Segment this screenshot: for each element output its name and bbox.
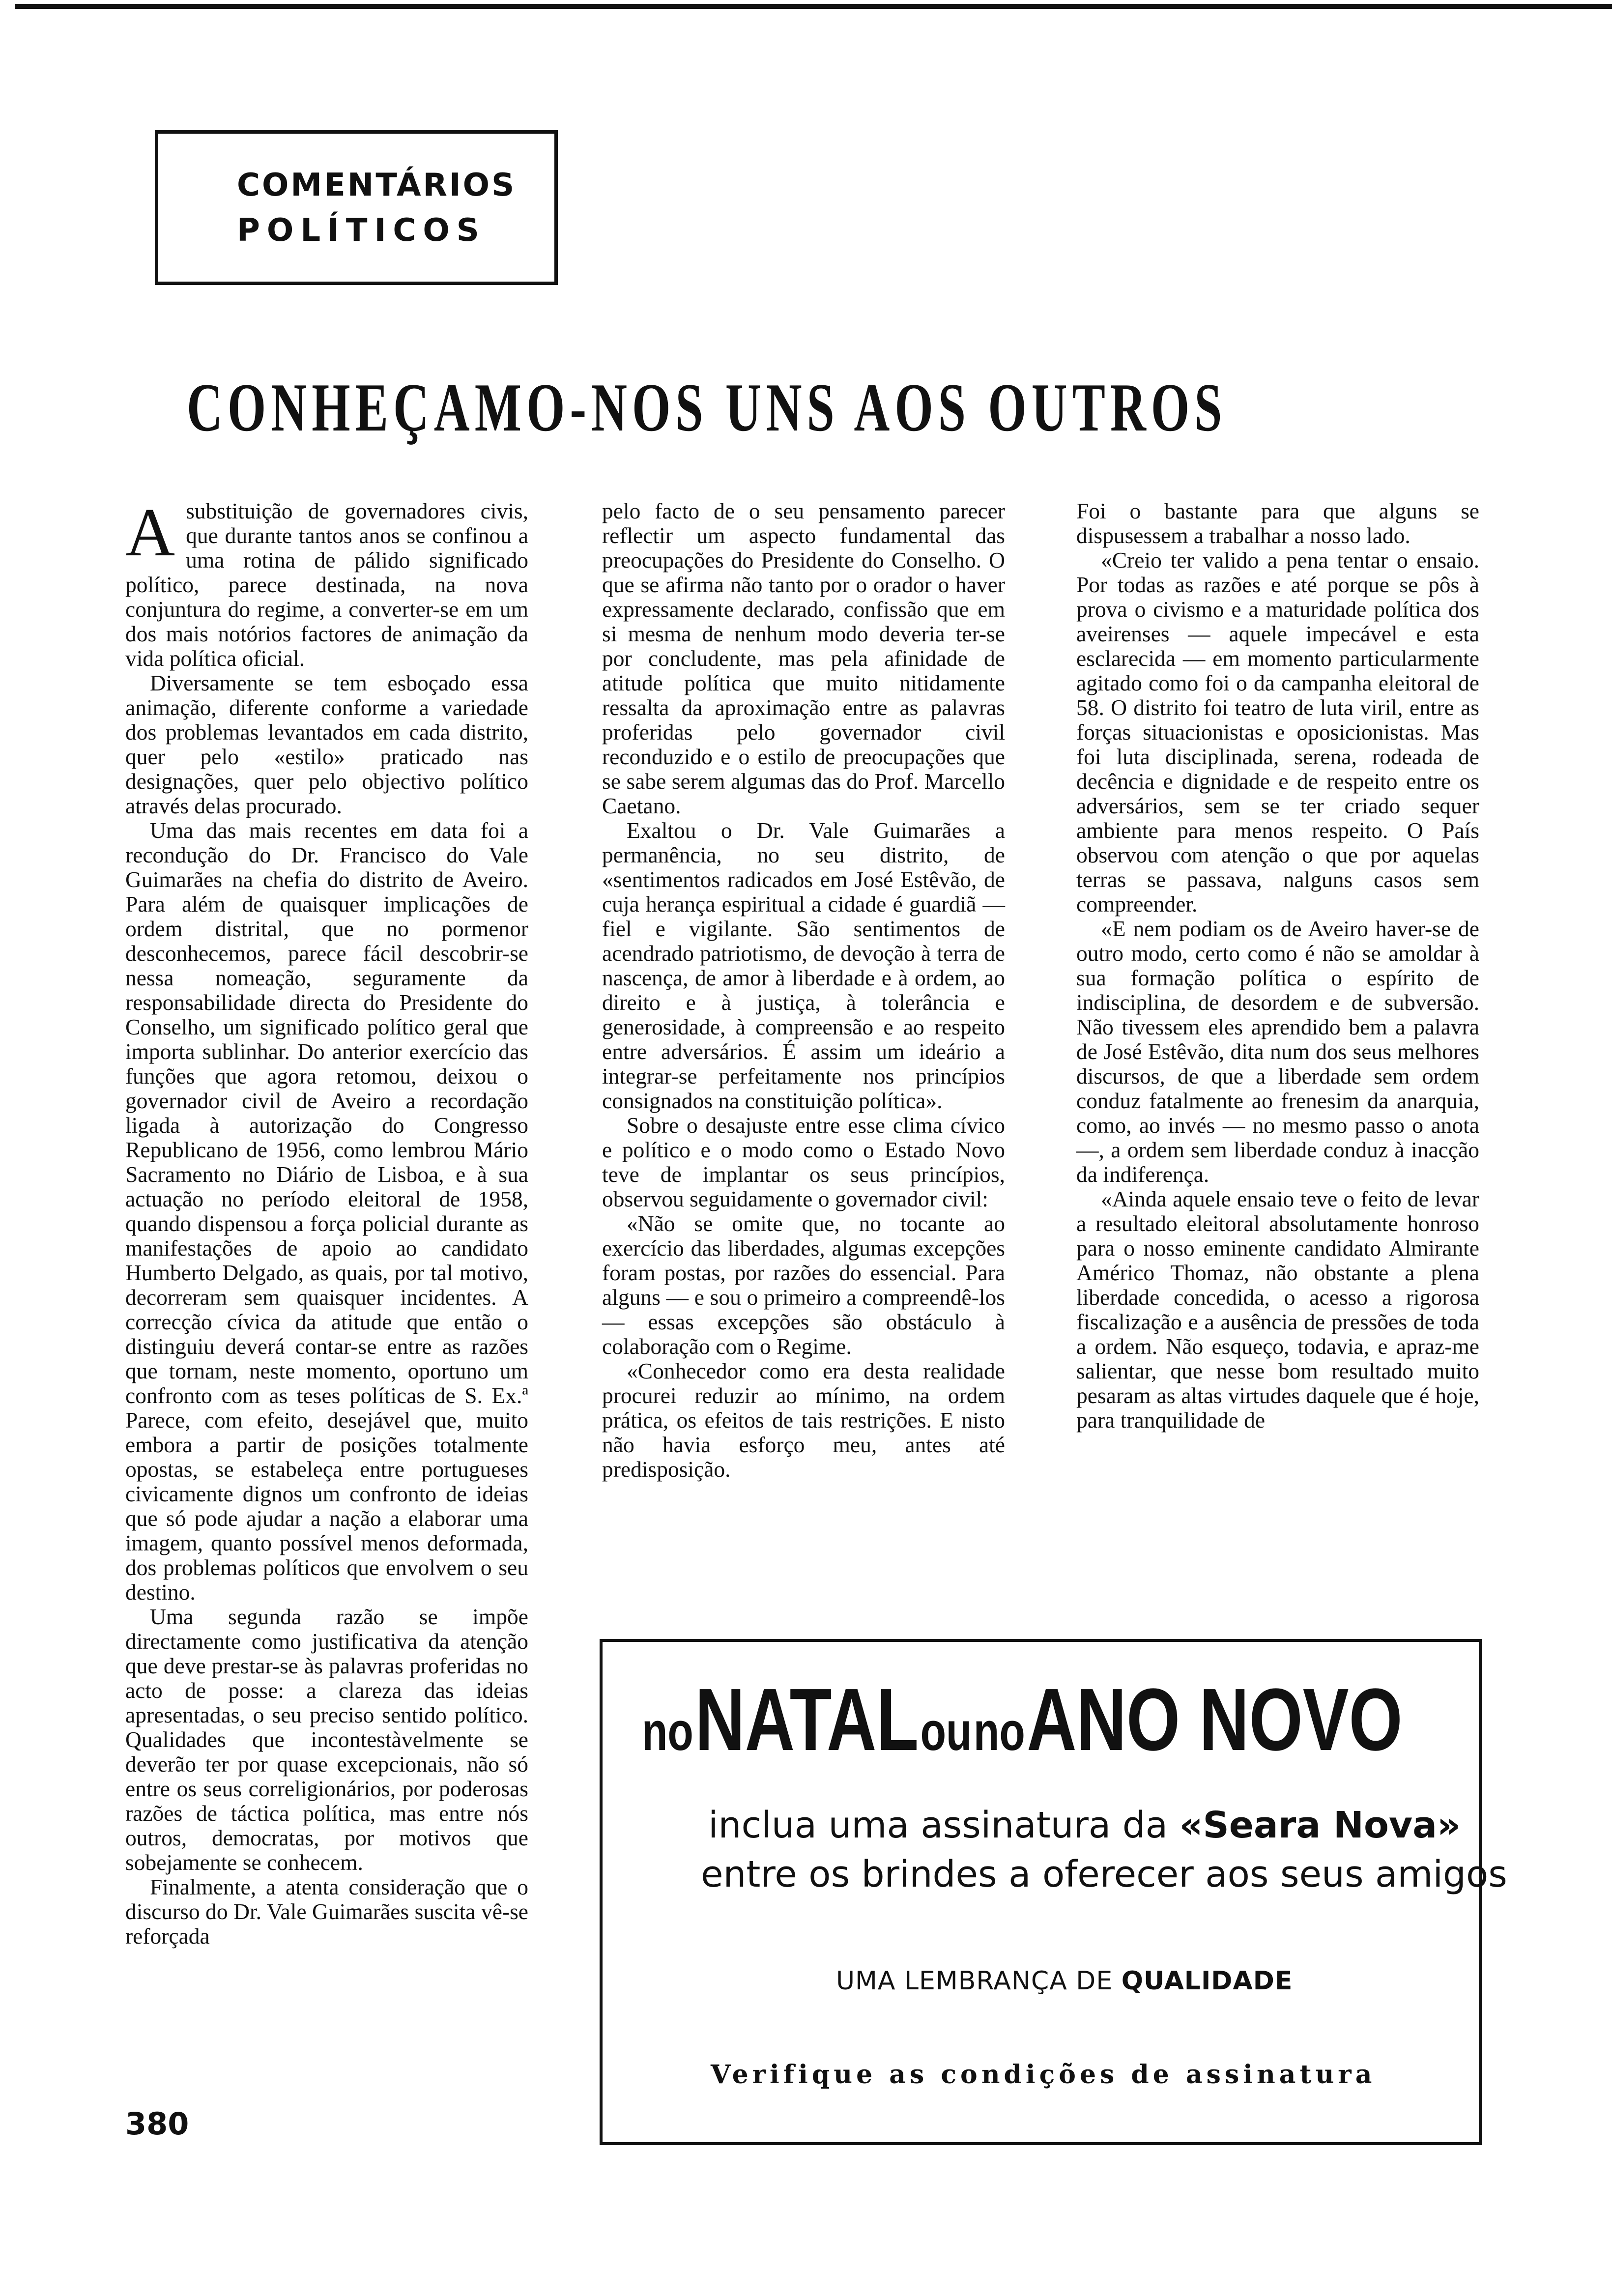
article-column-2 [602, 499, 1005, 1612]
article-headline: CONHEÇAMO-NOS UNS AOS OUTROS [187, 370, 1227, 446]
article-column-1 [125, 494, 528, 2140]
paragraph: Asubstituição de governadores civis, que durante tantos anos se confinou a uma rotina de pálido significado político, parece destinada, na nova conjuntura do regime, a converter-se em um dos mais notórios factores de animação da vida política oficial. [125, 494, 528, 671]
section-label-box [155, 130, 558, 285]
ad-headline: no NATAL ou no ANO NOVO [642, 1670, 1403, 1769]
paragraph: «Creio ter valido a pena tentar o ensaio. Por todas as razões e até porque se pôs à prova o civismo e a maturidade política dos aveirenses — aquele impecável e esta esclarecida — em momento particularmente agitado como foi o da campanha eleitoral de 58. O distrito foi teatro de luta viril, entre as forças situacionistas e oposicionistas. Mas foi luta disciplinada, serena, rodeada de decência e dignidade e de respeito entre os adversários, sem se ter criado sequer ambiente para menos respeito. O País observou com atenção o que por aquelas terras se passava, nalguns casos sem compreender. [1076, 547, 1479, 917]
drop-cap: A [125, 494, 175, 571]
paragraph: «Não se omite que, no tocante ao exercício das liberdades, algumas excepções foram postas, por razões do essencial. Para alguns — e sou o primeiro a compreendê-los — essas excepções são obstáculo à colaboração com o Regime. [602, 1211, 1005, 1359]
paragraph: Uma das mais recentes em data foi a recondução do Dr. Francisco do Vale Guimarães na chefia do distrito de Aveiro. Para além de quaisquer implicações de ordem distrital, que no pormenor desconhecemos, parece fácil descobrir-se nessa nomeação, seguramente da responsabilidade directa do Presidente do Conselho, um significado político geral que importa sublinhar. Do anterior exercício das funções que agora retomou, deixou o governador civil de Aveiro a recordação ligada à autorização do Congresso Republicano de 1956, como lembrou Mário Sacramento no Diário de Lisboa, e à sua actuação no período eleitoral de 1958, quando dispensou a força policial durante as manifestações de apoio ao candidato Humberto Delgado, as quais, por tal motivo, decorreram sem quaisquer incidentes. A correcção cívica da atitude que então o distinguiu deverá contar-se entre as razões que tornam, neste momento, oportuno um confronto com as teses políticas de S. Ex.ª Parece, com efeito, desejável que, muito embora a partir de posições totalmente opostas, se estabeleça entre portugueses civicamente dignos um confronto de ideias que só pode ajudar a nação a elaborar uma imagem, quanto possível menos deformada, dos problemas políticos que envolvem o seu destino. [125, 818, 528, 1605]
section-label-line-1: COMENTÁRIOS [237, 167, 517, 203]
ad-tagline: UMA LEMBRANÇA DE QUALIDADE [836, 1966, 1293, 1996]
paragraph: «Conhecedor como era desta realidade procurei reduzir ao mínimo, na ordem prática, os efeitos de tais restrições. E nisto não havia esforço meu, antes até predisposição. [602, 1358, 1005, 1482]
section-label-line-2: POLÍTICOS [237, 212, 486, 249]
paragraph: Uma segunda razão se impõe directamente como justificativa da atenção que deve prestar-se às palavras proferidas no acto de posse: a clareza das ideias apresentadas, o seu preciso sentido político. Qualidades que incontestàvelmente se deverão ter por quase excepcionais, não só entre os seus correligionários, por poderosas razões de táctica política, mas entre nós outros, democratas, por motivos que sobejamente se conhecem. [125, 1604, 528, 1875]
article-column-3 [1076, 499, 1479, 1612]
paragraph: «E nem podiam os de Aveiro haver-se de outro modo, certo como é não se amoldar à sua formação política o espírito de indisciplina, de desordem e de subversão. Não tivessem eles aprendido bem a palavra de José Estêvão, dita num dos seus melhores discursos, de que a liberdade sem ordem conduz fatalmente ao frenesim da anarquia, como, ao invés — no mesmo passo o anota —, a ordem sem liberdade conduz à inacção da indiferença. [1076, 916, 1479, 1187]
paragraph: Finalmente, a atenta consideração que o discurso do Dr. Vale Guimarães suscita vê-se reforçada [125, 1874, 528, 1949]
ad-subscription-line: inclua uma assinatura da «Seara Nova» [708, 1804, 1461, 1846]
paragraph: pelo facto de o seu pensamento parecer reflectir um aspecto fundamental das preocupações do Presidente do Conselho. O que se afirma não tanto por o orador o haver expressamente declarado, confissão que em si mesma de nenhum modo deveria ter-se por concludente, mas pela afinidade de atitude política que muito nitidamente ressalta da aproximação entre as palavras proferidas pelo governador civil reconduzido e o estilo de preocupações que se sabe serem algumas das do Prof. Marcello Caetano. [602, 498, 1005, 818]
paragraph: Diversamente se tem esboçado essa animação, diferente conforme a variedade dos problemas levantados em cada distrito, quer pelo «estilo» praticado nas designações, quer pelo objectivo político através delas procurado. [125, 670, 528, 818]
ad-verify-conditions: Verifique as condições de assinatura [711, 2060, 1376, 2090]
paragraph: Exaltou o Dr. Vale Guimarães a permanência, no seu distrito, de «sentimentos radicados em José Estêvão, de cuja herança espiritual a cidade é guardiã — fiel e vigilante. São sentimentos de acendrado patriotismo, de devoção à terra de nascença, de amor à liberdade e à ordem, ao direito e à justiça, à tolerância e generosidade, à compreensão e ao respeito entre adversários. É assim um ideário a integrar-se perfeitamente nos princípios consignados na constituição política». [602, 818, 1005, 1113]
paragraph: Sobre o desajuste entre esse clima cívico e político e o modo como o Estado Novo teve de implantar os seus princípios, observou seguidamente o governador civil: [602, 1113, 1005, 1211]
advertisement-box [600, 1639, 1507, 2145]
top-rule [15, 4, 1612, 9]
paragraph: Foi o bastante para que alguns se dispusessem a trabalhar a nosso lado. [1076, 498, 1479, 548]
page-number: 380 [125, 2106, 189, 2142]
ad-gift-line: entre os brindes a oferecer aos seus amigos [701, 1853, 1507, 1895]
paragraph: «Ainda aquele ensaio teve o feito de levar a resultado eleitoral absolutamente honroso para o nosso eminente candidato Almirante Américo Thomaz, não obstante a plena liberdade concedida, o acesso a rigorosa fiscalização e a ausência de pressões de toda a ordem. Não esqueço, todavia, e apraz-me salientar, que nesse bom resultado muito pesaram as altas virtudes daquele que é hoje, para tranquilidade de [1076, 1186, 1479, 1433]
